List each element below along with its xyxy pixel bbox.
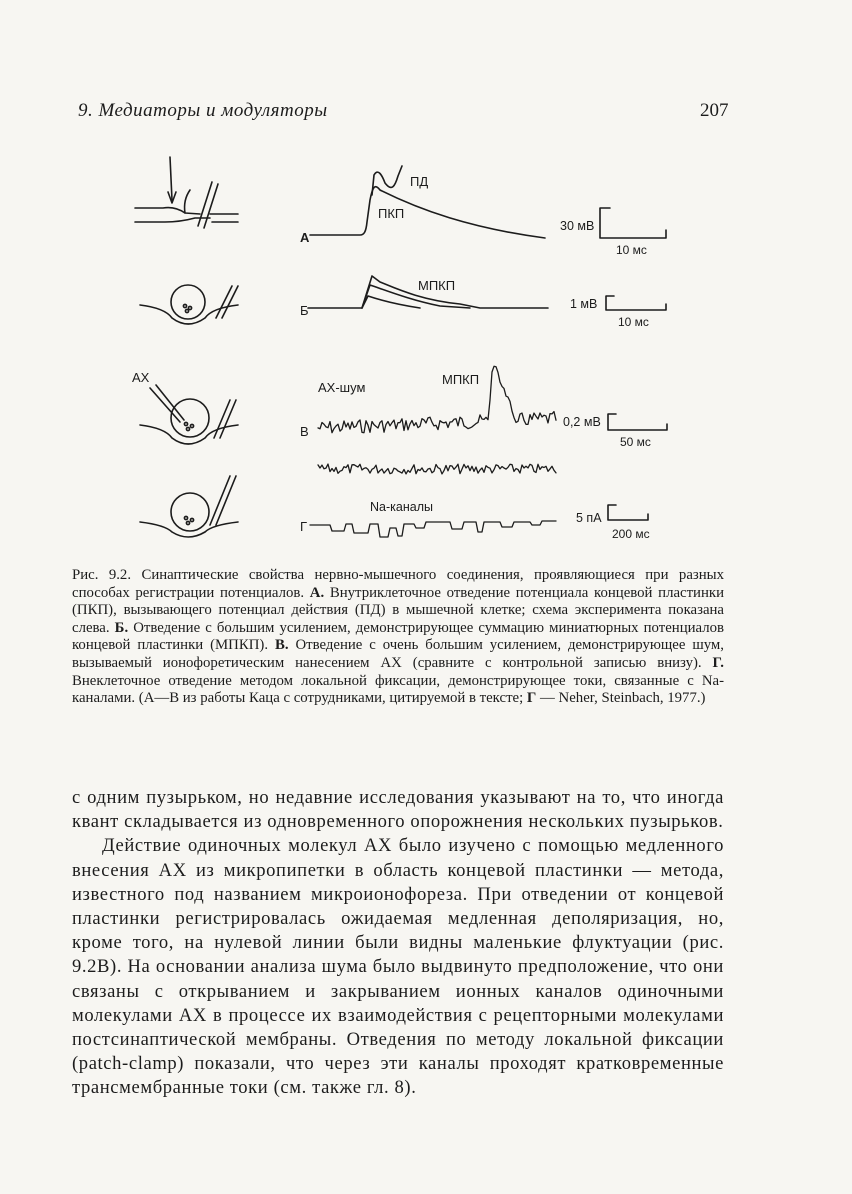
scale-v-voltage: 0,2 мВ — [563, 415, 601, 429]
trace-a — [310, 187, 545, 238]
caption-a-text: Внутриклеточное отведение потенциала концевой пластинки (ПКП), вызывающего потенциал действия (ПД) в мышечной клетке; схема эксперимента показана слева. — [72, 584, 724, 636]
figure-caption — [72, 567, 724, 708]
schematic-a — [135, 157, 238, 228]
label-pkp: ПКП — [378, 206, 405, 221]
trace-v — [318, 366, 556, 432]
scale-g-time: 200 мс — [612, 527, 650, 541]
scale-bar-v — [608, 414, 667, 430]
schematic-g — [140, 476, 238, 537]
label-mpkp-b: МПКП — [418, 278, 456, 293]
panel-letter-v: В — [300, 424, 309, 439]
caption-b-text: Отведение с большим усилением, демонстрирующее суммацию миниатюрных потенциалов концевой пластинки (МПКП). — [72, 619, 725, 654]
caption-g-text: Внеклеточное отведение методом локальной фиксации, демонстрирующее токи, связанные с Na-каналами. (А—В из работы Каца с сотрудниками, цитируемой в тексте; — [72, 672, 724, 707]
label-na-channels: Na-каналы — [370, 500, 433, 514]
scale-a-voltage: 30 мВ — [560, 219, 595, 233]
panel-letter-a: А — [300, 230, 310, 245]
running-header: 9. Медиаторы и модуляторы — [78, 100, 328, 121]
panel-letter-b: Б — [300, 303, 309, 318]
schematic-b — [140, 285, 238, 324]
caption-v-letter: В. — [274, 637, 289, 654]
caption-b-letter: Б. — [114, 619, 129, 636]
scale-v-time: 50 мс — [620, 435, 651, 449]
trace-g — [310, 521, 556, 537]
scale-g-current: 5 пА — [576, 511, 602, 525]
schematic-v — [140, 385, 238, 444]
scale-bar-a — [600, 208, 666, 238]
scale-bar-b — [606, 296, 666, 310]
paragraph-1: с одним пузырьком, но недавние исследования указывают на то, что иногда квант складывается из одновременного опорожнения нескольких пузырьков. — [72, 787, 724, 833]
figure-9-2 — [0, 0, 852, 560]
scale-bar-g — [608, 505, 648, 520]
scale-b-voltage: 1 мВ — [570, 297, 598, 311]
caption-lead: Рис. 9.2. Синаптические свойства нервно-мышечного соединения, проявляющиеся при разных способах регистрации потенциалов. — [72, 567, 724, 601]
caption-g-letter: Г. — [712, 654, 724, 671]
panel-letter-g: Г — [300, 519, 308, 534]
label-mpkp-v: МПКП — [442, 372, 480, 387]
label-ax: АХ — [132, 370, 150, 385]
caption-a-letter: А. — [309, 584, 325, 601]
label-ax-noise: АХ-шум — [318, 380, 366, 395]
caption-g-letter-2: Г — [526, 690, 537, 707]
page-number: 207 — [700, 100, 729, 121]
caption-v-text: Отведение с очень большим усилением, демонстрирующее шум, вызываемый ионофоретическим нанесением АХ (сравните с контрольной записью внизу). — [72, 637, 724, 671]
body-text — [72, 786, 724, 1101]
scale-a-time: 10 мс — [616, 243, 647, 257]
scale-b-time: 10 мс — [618, 315, 649, 329]
paragraph-2: Действие одиночных молекул АХ было изучено с помощью медленного внесения АХ из микропипетки в область концевой пластинки — метода, известного под названием микроионофореза. При отведении от концевой пластинки регистрировалась ожидаемая медленная деполяризация, но, кроме того, на нулевой линии были видны маленькие флуктуации (рис. 9.2В). На основании анализа шума было выдвинуто предположение, что они связаны с открыванием и закрыванием ионных каналов одиночными молекулами АХ в процессе их взаимодействия с рецепторными молекулами постсинаптической мембраны. Отведения по методу локальной фиксации (patch-clamp) показали, что через эти каналы проходят кратковременные трансмембранные токи (см. также гл. 8). — [72, 835, 724, 1099]
label-pd: ПД — [410, 174, 429, 189]
caption-g-tail: — Neher, Steinbach, 1977.) — [540, 690, 706, 707]
trace-v-control — [318, 464, 556, 474]
trace-a-pd — [372, 166, 402, 195]
